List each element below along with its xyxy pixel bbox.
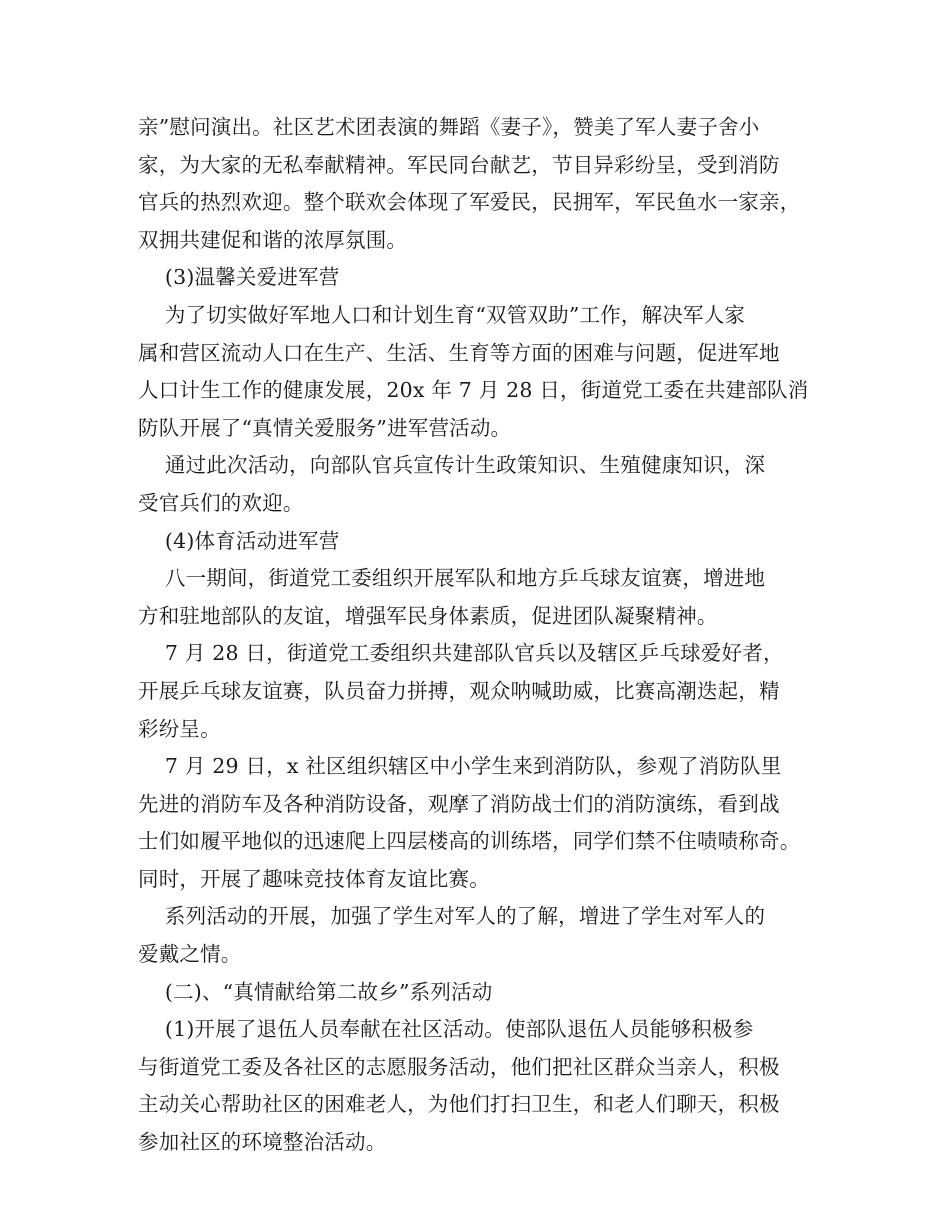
text-line: 防队开展了“真情关爱服务”进军营活动。 — [138, 415, 512, 440]
text-line: 系列活动的开展，加强了学生对军人的了解，增进了学生对军人的 — [138, 904, 766, 929]
text-line: 士们如履平地似的迅速爬上四层楼高的训练塔，同学们禁不住啧啧称奇。 — [138, 829, 801, 854]
text-line: 双拥共建促和谐的浓厚氛围。 — [138, 227, 408, 252]
text-line: 亲”慰问演出。社区艺术团表演的舞蹈《妻子》，赞美了军人妻子舍小 — [138, 115, 760, 139]
section-heading: (4)体育活动进军营 — [138, 528, 340, 553]
text-line: (1)开展了退伍人员奉献在社区活动。使部队退伍人员能够积极参 — [138, 1017, 754, 1042]
text-line: 爱戴之情。 — [138, 942, 242, 967]
text-line: 7 月 29 日，x 社区组织辖区中小学生来到消防队，参观了消防队里 — [138, 754, 782, 779]
text-line: 同时，开展了趣味竞技体育友谊比赛。 — [138, 866, 490, 891]
document-body — [138, 109, 818, 1162]
text-line: 官兵的热烈欢迎。整个联欢会体现了军爱民，民拥军，军民鱼水一家亲， — [138, 190, 801, 215]
text-line: 八一期间，街道党工委组织开展军队和地方乒乓球友谊赛，增进地 — [138, 566, 766, 591]
text-line: 彩纷呈。 — [138, 716, 221, 741]
section-heading: (二)、“真情献给第二故乡”系列活动 — [138, 979, 493, 1004]
text-line: 家，为大家的无私奉献精神。军民同台献艺，节目异彩纷呈，受到消防 — [138, 152, 780, 177]
text-line: 先进的消防车及各种消防设备，观摩了消防战士们的消防演练，看到战 — [138, 791, 780, 816]
text-line: 与街道党工委及各社区的志愿服务活动，他们把社区群众当亲人，积极 — [138, 1054, 780, 1079]
text-line: 主动关心帮助社区的困难老人，为他们打扫卫生，和老人们聊天，积极 — [138, 1092, 780, 1117]
text-line: 受官兵们的欢迎。 — [138, 490, 304, 515]
text-line: 为了切实做好军地人口和计划生育“双管双助”工作，解决军人家 — [138, 302, 746, 327]
text-line: 通过此次活动，向部队官兵宣传计生政策知识、生殖健康知识，深 — [138, 453, 766, 478]
text-line: 7 月 28 日，街道党工委组织共建部队官兵以及辖区乒乓球爱好者， — [138, 641, 784, 666]
text-line: 属和营区流动人口在生产、生活、生育等方面的困难与问题，促进军地 — [138, 340, 780, 365]
text-line: 人口计生工作的健康发展，20x 年 7 月 28 日，街道党工委在共建部队消 — [138, 378, 809, 403]
text-line: 开展乒乓球友谊赛，队员奋力拼搏，观众呐喊助威，比赛高潮迭起，精 — [138, 678, 780, 703]
text-line: 参加社区的环境整治活动。 — [138, 1130, 387, 1155]
section-heading: (3)温馨关爱进军营 — [138, 265, 340, 290]
text-line: 方和驻地部队的友谊，增强军民身体素质，促进团队凝聚精神。 — [138, 603, 718, 628]
